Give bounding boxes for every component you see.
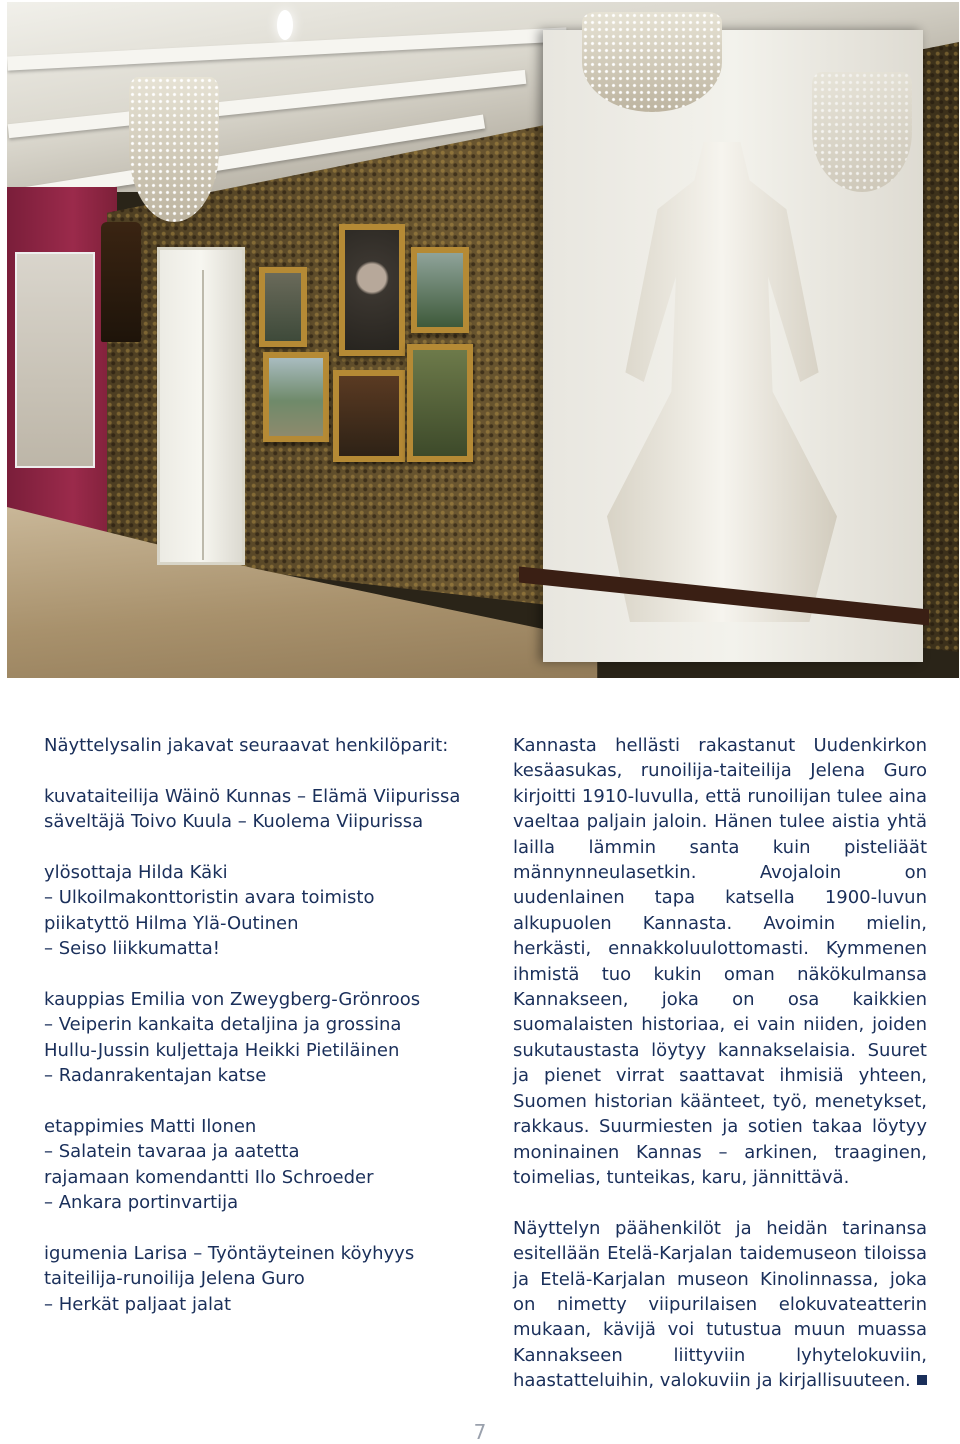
pair-line: taiteilija-runoilija Jelena Guro	[44, 1268, 305, 1290]
pair-line: – Veiperin kankaita detaljina ja grossina	[44, 1014, 402, 1036]
chandelier	[582, 12, 722, 112]
pair-block	[44, 987, 474, 1089]
pair-block	[44, 1241, 474, 1317]
person-pairs-column	[44, 733, 474, 1343]
pair-line: – Ulkoilmakonttoristin avara toimisto	[44, 887, 375, 909]
pair-line: – Radanrakentajan katse	[44, 1065, 267, 1087]
pair-line: igumenia Larisa – Työntäyteinen köyhyys	[44, 1243, 415, 1265]
pair-block	[44, 860, 474, 962]
pair-line: kuvataiteilija Wäinö Kunnas – Elämä Viipurissa	[44, 785, 461, 807]
chandelier	[129, 77, 219, 222]
pair-line: – Herkät paljaat jalat	[44, 1293, 232, 1315]
intro-text: Näyttelysalin jakavat seuraavat henkilöparit:	[44, 735, 449, 756]
pair-line: ylösottaja Hilda Käki	[44, 862, 228, 883]
body-paragraph: Kannasta hellästi rakastanut Uudenkirkon kesäasukas, runoilija-taiteilija Jelena Guro kirjoitti 1910-luvulla, että runoilijan tulee aina vaeltaa paljain jaloin. Hänen tulee aistia yhtä lailla lämmin santa kuin pisteliäät männynneulasetkin. Avojaloin on uudenlainen tapa katsella 1900-luvun alkupuolen Kannasta. Avoimin mielin, herkästi, ennakkoluulottomasti. Kymmenen ihmistä tuo kukin oman näkökulmansa Kannakseen, joka on osa kaikkien suomalaisten historiaa, ei vain niiden, joiden sukutaustasta löytyy kannakselaisia. Suuret ja pienet virrat saattavat ihmisiä yhteen, Suomen historian käänteet, työ, menetykset, rakkaus. Suurmiesten ja sotien takaa löytyy moninainen Kannas – arkinen, traaginen, toimelias, tunteikas, karu, jännittävä.	[513, 735, 927, 1188]
ceiling-spotlight	[277, 10, 293, 40]
article-body-column	[513, 733, 927, 1419]
pair-line: säveltäjä Toivo Kuula – Kuolema Viipurissa	[44, 811, 424, 833]
page-number: 7	[473, 1420, 487, 1444]
painting-frame	[259, 267, 307, 347]
pair-line: – Ankara portinvartija	[44, 1192, 239, 1214]
chandelier-reflection	[812, 72, 912, 192]
body-paragraph-closing	[513, 1216, 927, 1394]
pair-line: kauppias Emilia von Zweygberg-Grönroos	[44, 989, 421, 1011]
pair-block	[44, 1114, 474, 1216]
pair-block	[44, 784, 474, 835]
pair-line: – Seiso liikkumatta!	[44, 938, 220, 960]
pair-line: – Salatein tavaraa ja aatetta	[44, 1141, 300, 1163]
pair-line: piikatyttö Hilma Ylä-Outinen	[44, 912, 299, 934]
photo-panel	[15, 252, 95, 468]
painting-frame	[411, 247, 469, 333]
painting-frame	[263, 352, 329, 442]
closing-text: Näyttelyn päähenkilöt ja heidän tarinansa esitellään Etelä-Karjalan taidemuseon tiloissa ja Etelä-Karjalan museon Kinolinnassa, joka on nimetty viipurilaisen elokuvateatterin mukaan, kävijä voi tutustua muun muassa Kannakseen liittyviin lyhytelokuviin, haastatteluihin, valokuviin ja kirjallisuuteen.	[513, 1217, 927, 1392]
wall-clock	[101, 222, 141, 342]
exhibition-photo	[7, 2, 959, 678]
pair-line: etappimies Matti Ilonen	[44, 1116, 257, 1138]
painting-frame	[407, 344, 473, 462]
end-of-article-square-icon	[917, 1375, 927, 1385]
painting-frame	[333, 370, 405, 462]
pair-line: Hullu-Jussin kuljettaja Heikki Pietiläinen	[44, 1039, 400, 1061]
portrait-frame	[339, 224, 405, 356]
pair-line: rajamaan komendantti Ilo Schroeder	[44, 1166, 374, 1188]
white-door	[157, 247, 245, 565]
